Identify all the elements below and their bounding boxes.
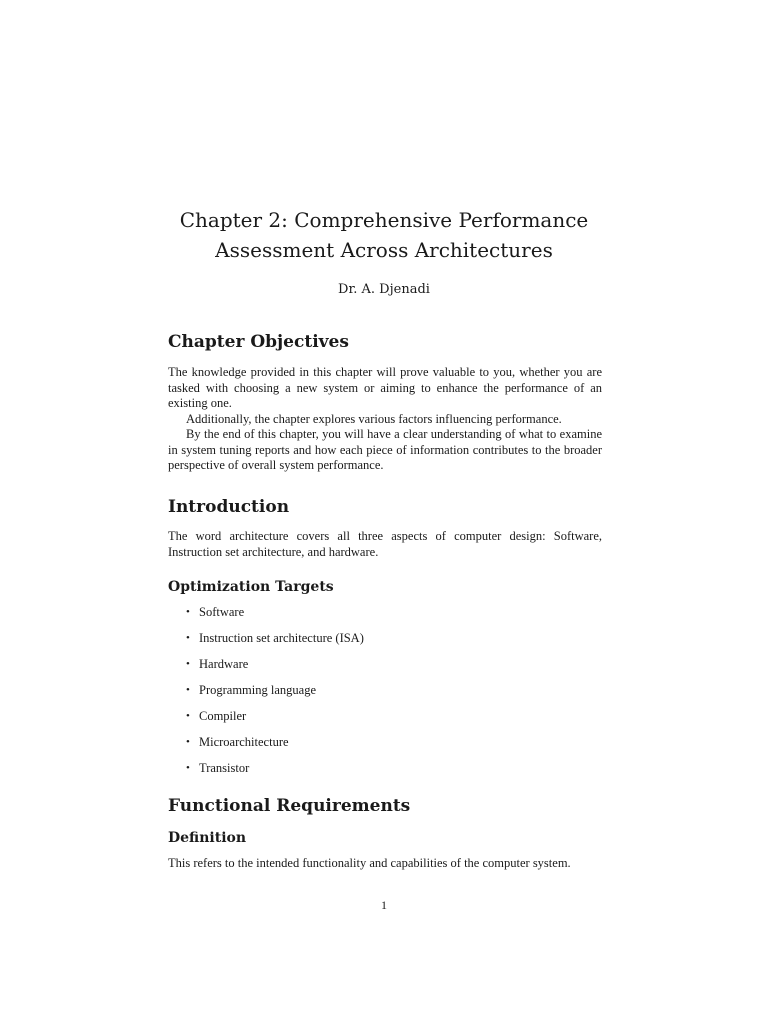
introduction-heading: Introduction [168, 497, 290, 517]
optimization-target-label: Instruction set architecture (ISA) [199, 631, 364, 645]
definition-paragraph: This refers to the intended functionality and capabilities of the computer system. [168, 856, 571, 870]
optimization-target-item [186, 629, 364, 655]
optimization-target-item [186, 759, 364, 785]
optimization-target-item [186, 733, 364, 759]
objectives-paragraph-2: Additionally, the chapter explores various factors influencing performance. [186, 411, 562, 426]
objectives-paragraph-3: By the end of this chapter, you will have a clear understanding of what to examine in system tuning reports and how each piece of information contributes to the broader perspective of overall system performance. [168, 427, 602, 472]
document-author: Dr. A. Djenadi [338, 282, 430, 297]
optimization-target-label: Software [199, 605, 245, 619]
document-title-line1: Chapter 2: Comprehensive Performance [179, 208, 589, 232]
definition-heading: Definition [168, 830, 247, 846]
bullet-icon: • [186, 632, 190, 644]
functional-requirements-heading: Functional Requirements [168, 796, 411, 816]
page-number: 1 [381, 898, 387, 912]
optimization-target-label: Hardware [199, 657, 249, 671]
optimization-target-item [186, 681, 364, 707]
bullet-icon: • [186, 658, 190, 670]
bullet-icon: • [186, 736, 190, 748]
bullet-icon: • [186, 762, 190, 774]
optimization-target-label: Transistor [199, 761, 250, 775]
optimization-targets-list [186, 603, 364, 785]
document-title-line2: Assessment Across Architectures [215, 238, 553, 262]
optimization-target-item [186, 603, 364, 629]
objectives-heading: Chapter Objectives [168, 332, 349, 352]
optimization-target-label: Programming language [199, 683, 316, 697]
bullet-icon: • [186, 710, 190, 722]
optimization-target-item [186, 707, 364, 733]
document-title [0, 205, 768, 265]
bullet-icon: • [186, 606, 190, 618]
introduction-paragraph: The word architecture covers all three aspects of computer design: Software, Instruction set architecture, and hardware. [168, 529, 602, 559]
optimization-target-item [186, 655, 364, 681]
optimization-targets-heading: Optimization Targets [168, 579, 334, 595]
objectives-paragraph-1: The knowledge provided in this chapter will prove valuable to you, whether you are tasked with choosing a new system or aiming to enhance the performance of an existing one. [168, 365, 602, 410]
optimization-target-label: Compiler [199, 709, 247, 723]
objectives-body [168, 365, 602, 474]
bullet-icon: • [186, 684, 190, 696]
optimization-target-label: Microarchitecture [199, 735, 289, 749]
